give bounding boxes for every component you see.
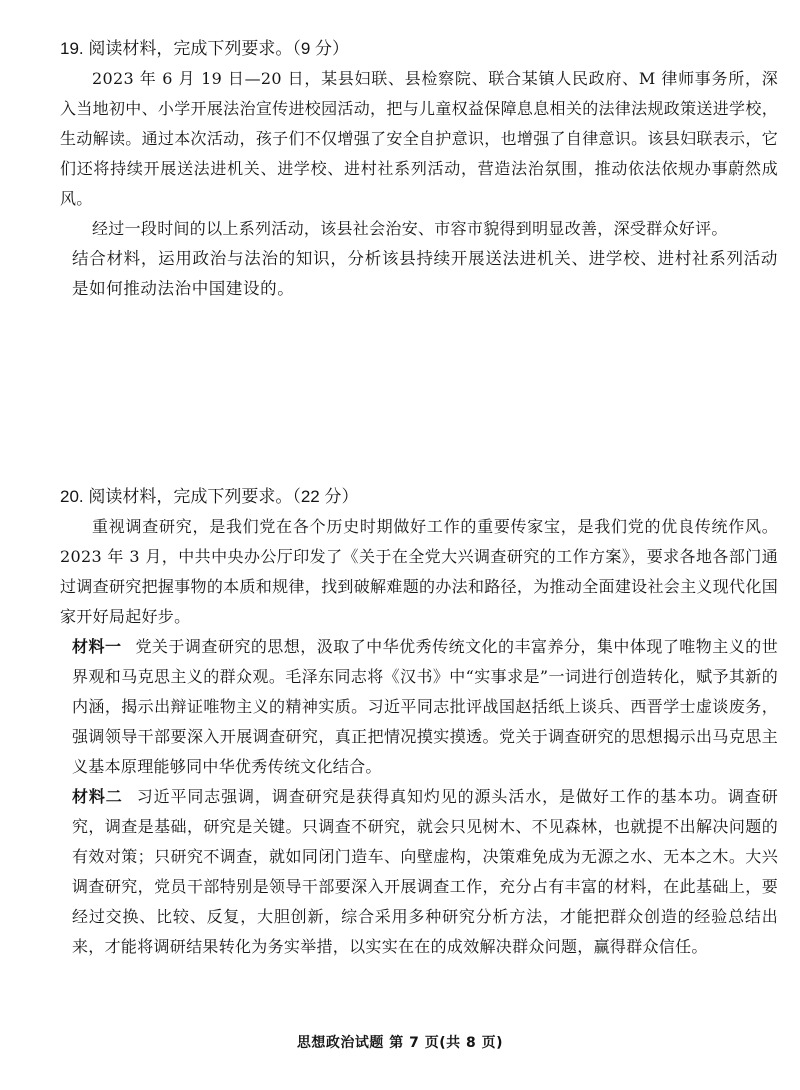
- page-footer: 思想政治试题 第 7 页(共 8 页): [296, 1035, 504, 1051]
- question-19-task: 结合材料，运用政治与法治的知识，分析该县持续开展送法进机关、进学校、进村社系列活动是如何推动法治中国建设的。: [72, 250, 778, 298]
- question-20-material-2: [60, 782, 778, 962]
- material-2-text: 习近平同志强调，调查研究是获得真知灼见的源头活水，是做好工作的基本功。调查研究，调查是基础，研究是关键。只调查不研究，就会只见树木、不见森林，也就提不出解决问题的有效对策；只研究不调查，就如同闭门造车、向壁虚构，决策难免成为无源之水、无本之木。大兴调查研究，党员干部特别是领导干部要深入开展调查工作，充分占有丰富的材料，在此基础上，要经过交换、比较、反复，大胆创新，综合采用多种研究分析方法，才能把群众创造的经验总结出来，才能将调研结果转化为务实举措，以实实在在的成效解决群众问题，赢得群众信任。: [72, 787, 778, 956]
- material-1-text: 党关于调查研究的思想，汲取了中华优秀传统文化的丰富养分，集中体现了唯物主义的世界观和马克思主义的群众观。毛泽东同志将《汉书》中“实事求是”一词进行创造转化，赋予其新的内涵，揭示出辩证唯物主义的精神实质。习近平同志批评战国赵括纸上谈兵、西晋学士虚谈废务，强调领导干部要深入开展调查研究，真正把情况摸实摸透。党关于调查研究的思想揭示出马克思主义基本原理能够同中华优秀传统文化结合。: [72, 637, 779, 776]
- question-19-material-paragraph-1: 2023 年 6 月 19 日—20 日，某县妇联、县检察院、联合某镇人民政府、M 律师事务所，深入当地初中、小学开展法治宣传进校园活动，把与儿童权益保障息息相关的法律法规政策送进学校，生动解读。通过本次活动，孩子们不仅增强了安全自护意识，也增强了自律意识。该县妇联表示，它们还将持续开展送法进机关、进学校、进村社系列活动，营造法治氛围，推动依法依规办事蔚然成风。: [60, 69, 778, 208]
- question-20-material-1: [60, 632, 778, 782]
- question-20: [60, 482, 778, 962]
- material-1-label: 材料一: [72, 637, 122, 656]
- question-19: [60, 34, 778, 304]
- question-20-intro: 重视调查研究，是我们党在各个历史时期做好工作的重要传家宝，是我们党的优良传统作风。2023 年 3 月，中共中央办公厅印发了《关于在全党大兴调查研究的工作方案》，要求各地各部门通过调查研究把握事物的本质和规律，找到破解难题的办法和路径，为推动全面建设社会主义现代化国家开好局起好步。: [60, 517, 778, 626]
- question-20-header: 20. 阅读材料，完成下列要求。（22 分）: [60, 487, 359, 506]
- material-2-label: 材料二: [72, 787, 123, 806]
- question-19-header: 19. 阅读材料，完成下列要求。（9 分）: [60, 39, 350, 58]
- question-19-material-paragraph-2: 经过一段时间的以上系列活动，该县社会治安、市容市貌得到明显改善，深受群众好评。: [92, 219, 728, 238]
